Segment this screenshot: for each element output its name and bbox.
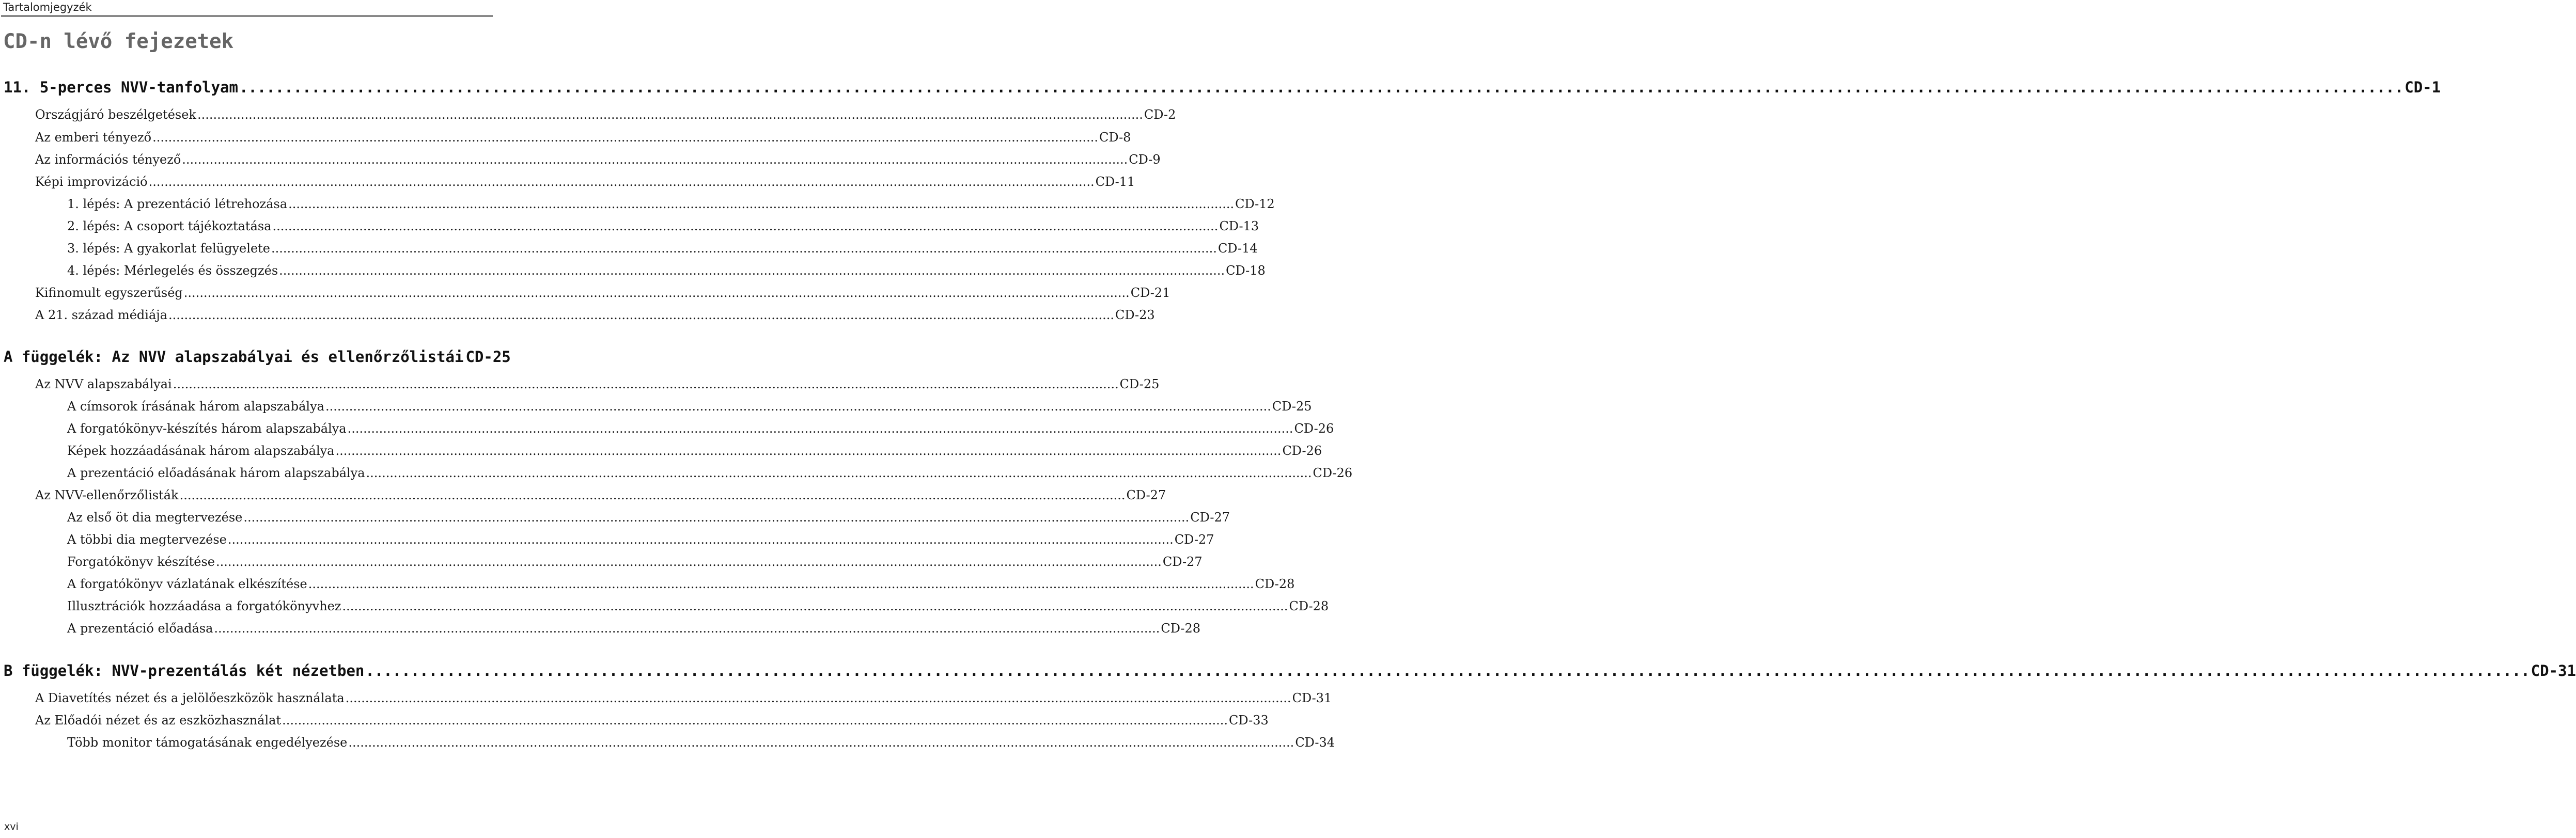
toc-subentry[interactable] [67,197,1275,211]
toc-subentry[interactable] [67,466,1353,480]
dot-leader [342,599,1288,613]
toc-title: Az első öt dia megtervezése [67,510,243,525]
dot-leader [180,488,1126,502]
toc-page-number: CD-28 [1289,599,1329,613]
toc-page-number: CD-14 [1217,241,1258,256]
toc-page-number: CD-25 [465,348,511,366]
dot-leader [239,78,2403,96]
dot-leader [182,152,1128,167]
toc-page-number: CD-27 [1162,555,1203,569]
page-title: CD-n lévő fejezetek [3,30,234,53]
toc-entry[interactable] [35,377,1160,391]
toc-subentry[interactable] [67,555,1203,569]
toc-subentry[interactable] [67,241,1258,256]
dot-leader [197,107,1143,122]
toc-page-number: CD-9 [1129,152,1161,167]
toc-page-number: CD-25 [1272,399,1312,414]
toc-page-number: CD-33 [1229,713,1269,728]
toc-title: Az NVV alapszabályai [35,377,172,391]
toc-title: Az emberi tényező [35,130,152,145]
toc-page-number: CD-34 [1295,735,1335,750]
dot-leader [279,263,1225,278]
toc-title: A forgatókönyv-készítés három alapszabálya [67,421,347,436]
dot-leader [308,577,1254,591]
dot-leader [152,130,1098,145]
running-head: Tartalomjegyzék [3,1,92,13]
dot-leader [288,197,1234,211]
toc-entry[interactable] [35,691,1332,705]
toc-title: 3. lépés: A gyakorlat felügyelete [67,241,270,256]
dot-leader [273,219,1219,233]
toc-entry[interactable] [35,308,1155,322]
toc-entry[interactable] [35,130,1131,145]
toc-page-number: CD-13 [1219,219,1259,233]
toc-entry[interactable] [35,488,1166,502]
toc-subentry[interactable] [67,621,1201,636]
dot-leader [149,175,1095,189]
toc-title: Kifinomult egyszerűség [35,286,183,300]
toc-entry[interactable] [35,152,1161,167]
toc-entry[interactable] [35,107,1176,122]
toc-title: A Diavetítés nézet és a jelölőeszközök használata [35,691,345,705]
dot-leader [336,444,1282,458]
header-rule [1,15,493,17]
dot-leader [228,532,1174,547]
toc-subentry[interactable] [67,510,1230,525]
toc-page-number: CD-27 [1126,488,1166,502]
toc-subentry[interactable] [67,532,1214,547]
toc-title: 1. lépés: A prezentáció létrehozása [67,197,288,211]
toc-title: A 21. század médiája [35,308,168,322]
toc-title: B függelék: NVV-prezentálás két nézetben [4,662,365,679]
toc-page-number: CD-18 [1226,263,1266,278]
toc-title: A prezentáció előadása [67,621,213,636]
toc-title: Országjáró beszélgetések [35,107,196,122]
toc-subentry[interactable] [67,263,1266,278]
toc-page-number: CD-23 [1115,308,1155,322]
toc-subentry[interactable] [67,444,1322,458]
toc-page-number: CD-26 [1282,444,1322,458]
toc-page-number: CD-31 [2531,662,2576,679]
dot-leader [168,308,1114,322]
toc-title: A címsorok írásának három alapszabálya [67,399,324,414]
dot-leader [346,691,1291,705]
toc-title: A függelék: Az NVV alapszabályai és ellenőrzőlistái [4,348,464,366]
dot-leader [365,662,2530,679]
toc-entry[interactable] [35,286,1170,300]
dot-leader [173,377,1119,391]
toc-title: A többi dia megtervezése [67,532,227,547]
toc-title: Képi improvizáció [35,175,148,189]
toc-title: Az információs tényező [35,152,181,167]
toc-page-number: CD-27 [1174,532,1214,547]
page-folio: xvi [4,821,19,832]
dot-leader [271,241,1217,256]
toc-chapter[interactable] [4,348,511,366]
toc-title: 11. 5-perces NVV-tanfolyam [4,78,238,96]
toc-page-number: CD-2 [1144,107,1176,122]
toc-title: Forgatókönyv készítése [67,555,215,569]
dot-leader [325,399,1271,414]
toc-page-number: CD-26 [1294,421,1334,436]
toc-title: Képek hozzáadásának három alapszabálya [67,444,335,458]
dot-leader [348,735,1294,750]
dot-leader [214,621,1160,636]
toc-page-number: CD-26 [1313,466,1353,480]
toc-page-number: CD-28 [1161,621,1201,636]
toc-entry[interactable] [35,175,1135,189]
toc-entry[interactable] [35,713,1269,728]
dot-leader [282,713,1228,728]
toc-subentry[interactable] [67,421,1334,436]
toc-title: A forgatókönyv vázlatának elkészítése [67,577,307,591]
toc-subentry[interactable] [67,399,1312,414]
toc-title: Illusztrációk hozzáadása a forgatókönyvhez [67,599,341,613]
toc-page-number: CD-28 [1255,577,1295,591]
toc-page-number: CD-12 [1235,197,1275,211]
toc-chapter[interactable] [4,662,2576,679]
toc-title: A prezentáció előadásának három alapszabálya [67,466,365,480]
toc-page-number: CD-25 [1119,377,1160,391]
toc-subentry[interactable] [67,219,1259,233]
toc-page-number: CD-8 [1099,130,1131,145]
toc-title: Az NVV-ellenőrzőlisták [35,488,179,502]
toc-page-number: CD-21 [1130,286,1170,300]
toc-page-number: CD-11 [1095,175,1135,189]
toc-subentry[interactable] [67,735,1335,750]
dot-leader [184,286,1130,300]
toc-title: 4. lépés: Mérlegelés és összegzés [67,263,278,278]
dot-leader [216,555,1162,569]
toc-page-number: CD-1 [2405,78,2441,96]
toc-page-number: CD-27 [1190,510,1230,525]
toc-title: Az Előadói nézet és az eszközhasználat [35,713,282,728]
toc-page-number: CD-31 [1292,691,1332,705]
toc-subentry[interactable] [67,577,1295,591]
dot-leader [243,510,1189,525]
dot-leader [366,466,1312,480]
toc-title: Több monitor támogatásának engedélyezése [67,735,348,750]
toc-chapter[interactable] [4,78,2441,96]
dot-leader [348,421,1293,436]
toc-subentry[interactable] [67,599,1329,613]
toc-title: 2. lépés: A csoport tájékoztatása [67,219,272,233]
